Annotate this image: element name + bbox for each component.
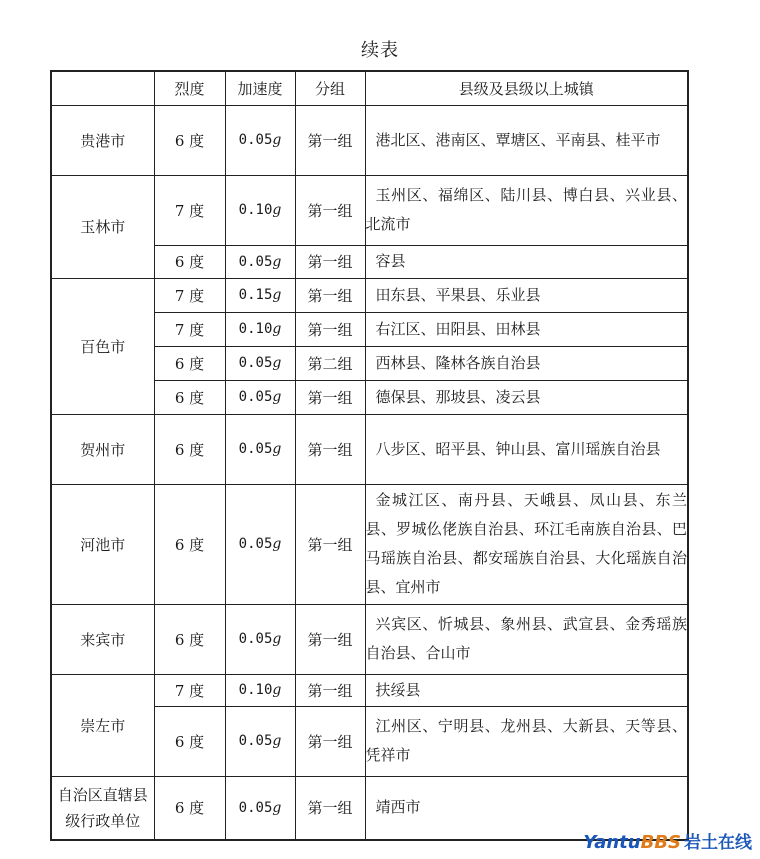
table-title: 续表 (361, 40, 399, 61)
watermark-part1: Yantu (583, 832, 641, 853)
acceleration-unit: g (272, 536, 282, 552)
intensity-cell: 6 度 (154, 380, 225, 414)
city-name: 玉林市 (51, 175, 154, 278)
acceleration-unit: g (272, 682, 282, 698)
group-cell: 第一组 (295, 312, 365, 346)
city-name: 来宾市 (51, 604, 154, 674)
acceleration-value: 0.15 (238, 287, 273, 303)
acceleration-value: 0.05 (238, 389, 273, 405)
city-name: 贵港市 (51, 105, 154, 175)
acceleration-value: 0.05 (238, 253, 273, 270)
intensity-cell: 6 度 (154, 346, 225, 380)
group-cell: 第二组 (295, 346, 365, 380)
acceleration-cell (225, 706, 295, 776)
acceleration-cell (225, 674, 295, 706)
counties-cell: 德保县、那坡县、凌云县 (365, 380, 688, 414)
intensity-cell: 7 度 (154, 278, 225, 312)
counties-cell: 田东县、平果县、乐业县 (365, 278, 688, 312)
acceleration-unit: g (272, 389, 282, 405)
city-name: 自治区直辖县级行政单位 (51, 776, 154, 840)
group-cell: 第一组 (295, 484, 365, 604)
intensity-cell: 6 度 (154, 484, 225, 604)
counties-cell: 八步区、昭平县、钟山县、富川瑶族自治县 (365, 414, 688, 484)
acceleration-value: 0.05 (238, 799, 273, 816)
header-group: 分组 (295, 71, 365, 105)
seismic-intensity-table (50, 70, 689, 841)
intensity-cell: 7 度 (154, 175, 225, 245)
acceleration-unit: g (272, 321, 282, 337)
group-cell: 第一组 (295, 175, 365, 245)
acceleration-value: 0.05 (238, 355, 273, 371)
watermark-part3: 岩土在线 (684, 833, 752, 853)
acceleration-cell (225, 175, 295, 245)
header-acceleration: 加速度 (225, 71, 295, 105)
watermark-logo (583, 828, 752, 853)
intensity-cell: 6 度 (154, 706, 225, 776)
group-cell: 第一组 (295, 245, 365, 278)
city-name: 河池市 (51, 484, 154, 604)
acceleration-value: 0.05 (238, 536, 273, 552)
intensity-cell: 6 度 (154, 414, 225, 484)
table-row (51, 484, 688, 604)
acceleration-value: 0.05 (238, 733, 273, 749)
group-cell: 第一组 (295, 604, 365, 674)
acceleration-value: 0.05 (238, 132, 273, 148)
intensity-cell: 6 度 (154, 245, 225, 278)
counties-cell: 容县 (365, 245, 688, 278)
counties-cell: 兴宾区、忻城县、象州县、武宣县、金秀瑶族自治县、合山市 (365, 604, 688, 674)
acceleration-cell (225, 245, 295, 278)
acceleration-unit: g (272, 287, 282, 303)
intensity-cell: 6 度 (154, 604, 225, 674)
acceleration-unit: g (272, 132, 282, 148)
table-row (51, 175, 688, 245)
acceleration-value: 0.05 (238, 441, 273, 457)
table-row (51, 414, 688, 484)
header-city (51, 71, 154, 105)
intensity-cell: 6 度 (154, 105, 225, 175)
intensity-cell: 6 度 (154, 776, 225, 840)
acceleration-cell (225, 414, 295, 484)
table-row (51, 674, 688, 706)
acceleration-unit: g (272, 202, 282, 218)
acceleration-cell (225, 312, 295, 346)
acceleration-cell (225, 105, 295, 175)
acceleration-cell (225, 604, 295, 674)
intensity-cell: 7 度 (154, 312, 225, 346)
counties-cell: 右江区、田阳县、田林县 (365, 312, 688, 346)
group-cell: 第一组 (295, 380, 365, 414)
acceleration-cell (225, 484, 295, 604)
counties-cell: 金城江区、南丹县、天峨县、凤山县、东兰县、罗城仫佬族自治县、环江毛南族自治县、巴马瑶族自治县、都安瑶族自治县、大化瑶族自治县、宜州市 (365, 484, 688, 604)
counties-cell: 扶绥县 (365, 674, 688, 706)
group-cell: 第一组 (295, 706, 365, 776)
city-name: 贺州市 (51, 414, 154, 484)
header-counties: 县级及县级以上城镇 (365, 71, 688, 105)
group-cell: 第一组 (295, 105, 365, 175)
acceleration-unit: g (272, 733, 282, 749)
city-name: 百色市 (51, 278, 154, 414)
acceleration-value: 0.10 (238, 202, 273, 218)
counties-cell: 靖西市 (365, 776, 688, 840)
header-intensity: 烈度 (154, 71, 225, 105)
group-cell: 第一组 (295, 278, 365, 312)
group-cell: 第一组 (295, 674, 365, 706)
counties-cell: 玉州区、福绵区、陆川县、博白县、兴业县、北流市 (365, 175, 688, 245)
table-row (51, 604, 688, 674)
acceleration-value: 0.10 (238, 321, 273, 337)
table-row (51, 105, 688, 175)
watermark-part2: BBS (640, 832, 681, 853)
acceleration-cell (225, 278, 295, 312)
acceleration-value: 0.10 (238, 682, 273, 698)
group-cell: 第一组 (295, 776, 365, 840)
acceleration-cell (225, 776, 295, 840)
acceleration-cell (225, 380, 295, 414)
counties-cell: 西林县、隆林各族自治县 (365, 346, 688, 380)
header-row (51, 71, 688, 105)
city-name: 崇左市 (51, 674, 154, 776)
acceleration-value: 0.05 (238, 631, 273, 647)
acceleration-unit: g (272, 799, 282, 816)
counties-cell: 江州区、宁明县、龙州县、大新县、天等县、凭祥市 (365, 706, 688, 776)
acceleration-unit: g (272, 441, 282, 457)
counties-cell: 港北区、港南区、覃塘区、平南县、桂平市 (365, 105, 688, 175)
acceleration-unit: g (272, 355, 282, 371)
acceleration-unit: g (272, 631, 282, 647)
group-cell: 第一组 (295, 414, 365, 484)
intensity-cell: 7 度 (154, 674, 225, 706)
acceleration-cell (225, 346, 295, 380)
acceleration-unit: g (272, 253, 282, 270)
table-row (51, 278, 688, 312)
